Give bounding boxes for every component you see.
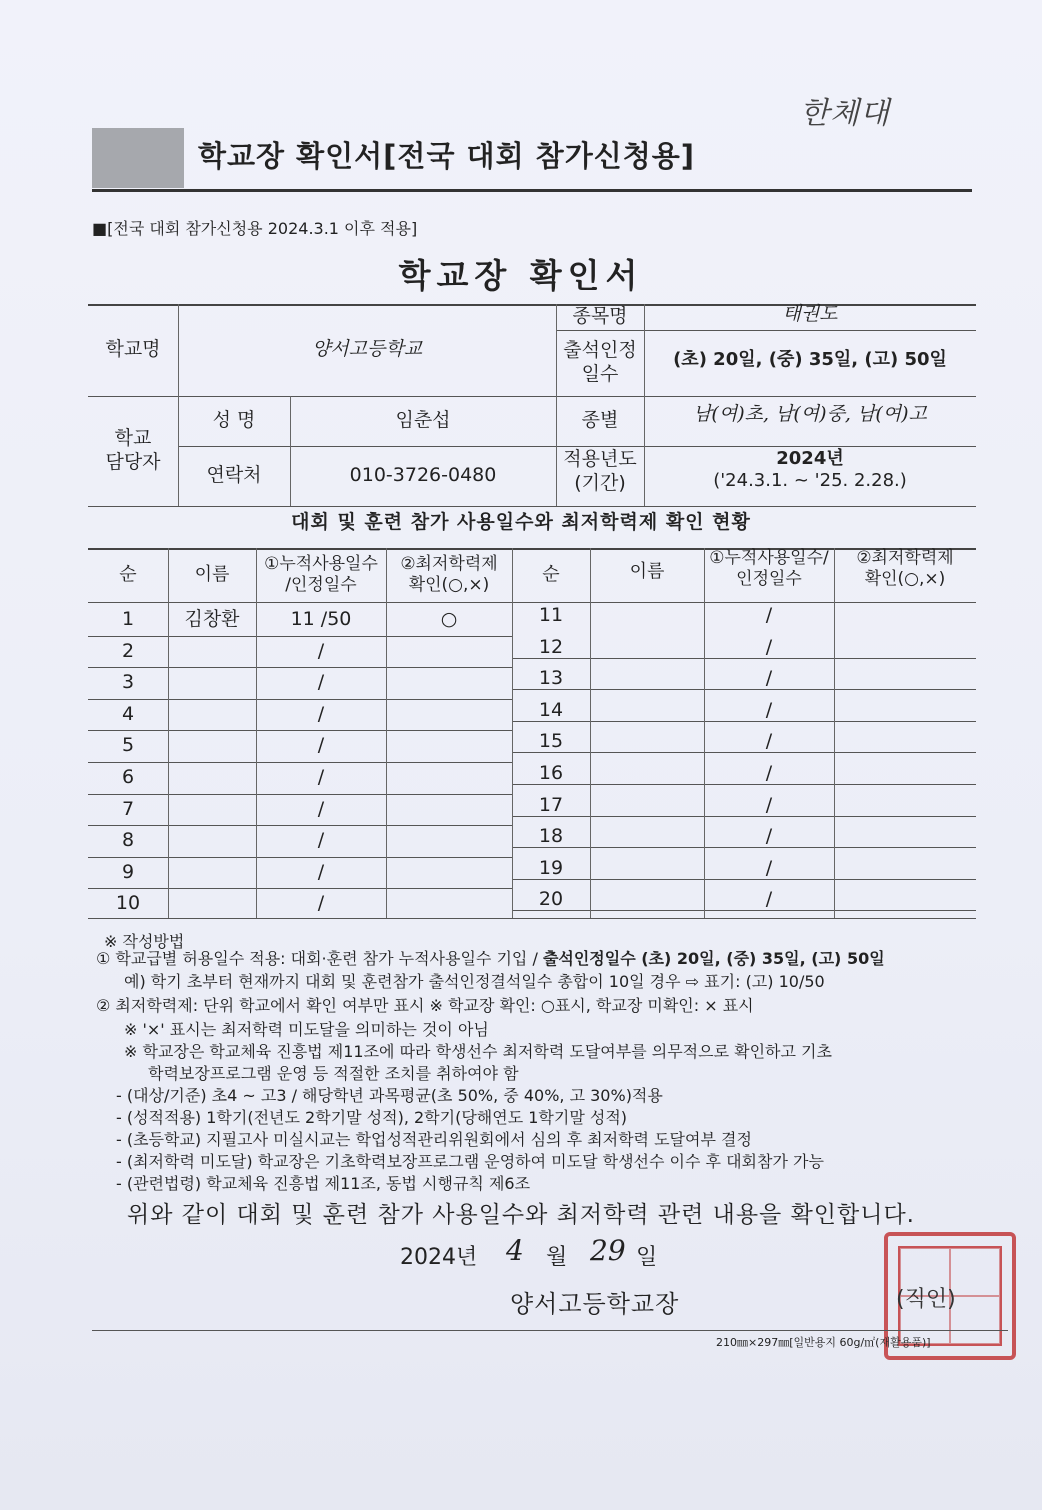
row-days: / — [765, 698, 773, 721]
col-check-right — [834, 544, 976, 594]
row-days: / — [765, 761, 773, 784]
row-days: / — [317, 734, 325, 757]
row-name — [168, 699, 256, 731]
confirm-text: 위와 같이 대회 및 훈련 참가 사용일수와 최저학력 관련 내용을 확인합니다. — [127, 1202, 915, 1228]
attend-label — [556, 330, 644, 396]
manager-label — [88, 396, 178, 506]
row-check — [834, 632, 976, 664]
row-no: 4 — [121, 702, 135, 725]
row-check — [386, 699, 512, 731]
col-days-right-line: 인정일수 — [736, 569, 802, 589]
row-name — [590, 790, 704, 822]
row-no: 2 — [121, 639, 135, 662]
school-label: 학교명 — [105, 338, 161, 361]
row-no: 10 — [115, 892, 141, 915]
row-days: / — [317, 797, 325, 820]
col-name-left: 이름 — [194, 563, 230, 585]
header-title: 학교장 확인서[전국 대회 참가신청용] — [198, 139, 696, 173]
row-name — [590, 632, 704, 664]
row-days: / — [317, 702, 325, 725]
col-check-left-line: ②최저학력제 — [400, 553, 498, 574]
row-name — [168, 730, 256, 762]
year-label-line: (기간) — [574, 472, 626, 494]
row-name — [168, 794, 256, 826]
row-days: / — [765, 603, 773, 626]
sub-note: ■[전국 대회 참가신청용 2024.3.1 이후 적용] — [92, 219, 418, 238]
col-name-right: 이름 — [629, 560, 665, 582]
year-label-line: 적용년도 — [563, 448, 637, 471]
row-check — [386, 857, 512, 889]
row-days: / — [317, 892, 325, 915]
instr-line-9: - (초등학교) 지필고사 미실시교는 학업성적관리위원회에서 심의 후 최저학력 도달여부 결정 — [116, 1130, 752, 1149]
date-day: 29 — [590, 1234, 626, 1267]
row-no: 13 — [538, 667, 564, 690]
row-check — [386, 888, 512, 920]
handwritten-note: 한체대 — [800, 96, 890, 131]
row-days: / — [765, 635, 773, 658]
manager-label-line: 학교 — [114, 427, 152, 450]
col-days-right — [704, 544, 834, 594]
row-check — [386, 825, 512, 857]
row-no: 1 — [121, 607, 135, 630]
date-year: 2024년 — [400, 1245, 478, 1270]
row-name — [168, 888, 256, 920]
row-name — [168, 636, 256, 668]
row-check — [834, 726, 976, 758]
row-days: / — [765, 667, 773, 690]
row-days: / — [317, 829, 325, 852]
instr-line-10: - (최저학력 미도달) 학교장은 기초학력보장프로그램 운영하여 미도달 학생선수 이수 후 대회참가 가능 — [116, 1152, 824, 1171]
row-days: / — [765, 825, 773, 848]
row-days: / — [765, 793, 773, 816]
row-no: 19 — [538, 856, 564, 879]
row-name — [590, 726, 704, 758]
event-value: 태권도 — [782, 303, 838, 326]
col-days-left-line: /인정일수 — [285, 575, 357, 595]
year-value-line: ('24.3.1. ~ '25. 2.28.) — [713, 470, 907, 491]
row-days: / — [317, 671, 325, 694]
row-check — [386, 730, 512, 762]
contact-label: 연락처 — [206, 464, 262, 487]
row-name — [590, 695, 704, 727]
row-check — [386, 636, 512, 668]
row-no: 11 — [538, 603, 564, 626]
col-no-left: 순 — [119, 563, 137, 585]
row-name — [168, 762, 256, 794]
row-check — [834, 663, 976, 695]
row-no: 16 — [538, 761, 564, 784]
col-days-left — [256, 548, 386, 602]
instr-line-3: ② 최저학력제: 단위 학교에서 확인 여부만 표시 ※ 학교장 확인: ○표시, 학교장 미확인: × 표시 — [96, 996, 754, 1015]
row-name — [590, 821, 704, 853]
main-title: 학교장 확인서 — [398, 256, 644, 295]
row-no: 20 — [538, 888, 564, 911]
year-value-line: 2024년 — [776, 447, 844, 469]
row-name — [590, 884, 704, 916]
col-check-right-line: 확인(○,×) — [864, 569, 946, 589]
row-no: 6 — [121, 765, 135, 788]
row-no: 14 — [538, 698, 564, 721]
instr-line-4: ※ '×' 표시는 최저학력 미도달을 의미하는 것이 아님 — [124, 1020, 489, 1039]
row-no: 18 — [538, 825, 564, 848]
row-no: 12 — [538, 635, 564, 658]
seal-label: (직인) — [896, 1287, 956, 1312]
row-name — [590, 853, 704, 885]
row-check — [834, 758, 976, 790]
instr-line-8: - (성적적용) 1학기(전년도 2학기말 성적), 2학기(당해연도 1학기말 성적) — [116, 1108, 628, 1127]
instr-heading: ※ 작성방법 — [104, 932, 185, 951]
row-days: / — [317, 639, 325, 662]
row-check — [386, 762, 512, 794]
row-no: 9 — [121, 860, 135, 883]
instr-line-11: - (관련법령) 학교체육 진흥법 제11조, 동법 시행규칙 제6조 — [116, 1174, 531, 1193]
instr-line-2: 예) 학기 초부터 현재까지 대회 및 훈련참가 출석인정결석일수 총합이 10일 경우 ⇨ 표기: (고) 10/50 — [124, 972, 825, 991]
row-name — [590, 663, 704, 695]
row-no: 8 — [121, 829, 135, 852]
col-check-left — [386, 548, 512, 602]
row-check — [386, 667, 512, 699]
school-value: 양서고등학교 — [311, 338, 423, 361]
row-days: 11 /50 — [290, 607, 352, 630]
instr-line-6: 학력보장프로그램 운영 등 적절한 조치를 취하여야 함 — [148, 1064, 519, 1083]
row-no: 3 — [121, 671, 135, 694]
row-name — [168, 825, 256, 857]
type-label: 종별 — [581, 409, 619, 432]
year-label — [556, 446, 644, 498]
row-check — [834, 853, 976, 885]
footer-line — [92, 1330, 1008, 1331]
instr-line-1 — [96, 946, 885, 969]
row-no: 17 — [538, 793, 564, 816]
instr-line-1a: ① 학교급별 허용일수 적용: 대회·훈련 참가 누적사용일수 기입 / — [96, 949, 543, 968]
row-check — [834, 884, 976, 916]
name-label: 성 명 — [212, 409, 256, 432]
date-day-unit: 일 — [636, 1245, 658, 1270]
row-check: ○ — [440, 607, 458, 630]
instr-line-7: - (대상/기준) 초4 ~ 고3 / 해당학년 과목평균(초 50%, 중 40%, 고 30%)적용 — [116, 1086, 663, 1105]
row-days: / — [765, 856, 773, 879]
col-check-left-line: 확인(○,×) — [408, 575, 490, 595]
event-label: 종목명 — [572, 305, 628, 328]
section-title: 대회 및 훈련 참가 사용일수와 최저학력제 확인 현황 — [291, 511, 751, 533]
row-no: 5 — [121, 734, 135, 757]
row-days: / — [317, 765, 325, 788]
col-no-right: 순 — [542, 563, 560, 585]
attend-label-line: 출석인정 — [563, 339, 637, 362]
manager-label-line: 담당자 — [105, 451, 161, 473]
signer-name: 양서고등학교장 — [510, 1290, 680, 1318]
row-days: / — [765, 888, 773, 911]
row-no: 15 — [538, 730, 564, 753]
row-check — [834, 790, 976, 822]
row-check — [834, 600, 976, 632]
year-value — [644, 446, 976, 494]
header-underline — [92, 189, 972, 192]
date-month-unit: 월 — [546, 1245, 568, 1270]
row-days: / — [765, 730, 773, 753]
col-days-left-line: ①누적사용일수 — [264, 553, 378, 574]
row-name — [168, 857, 256, 889]
instr-line-1b: 출석인정일수 (초) 20일, (중) 35일, (고) 50일 — [542, 949, 885, 968]
type-value: 남(여)초, 남(여)중, 남(여)고 — [693, 403, 927, 426]
row-name — [590, 600, 704, 632]
instr-line-5: ※ 학교장은 학교체육 진흥법 제11조에 따라 학생선수 최저학력 도달여부를 의무적으로 확인하고 기초 — [124, 1042, 832, 1061]
attend-value: (초) 20일, (중) 35일, (고) 50일 — [673, 348, 947, 370]
row-days: / — [317, 860, 325, 883]
row-name — [168, 667, 256, 699]
row-check — [386, 794, 512, 826]
col-check-right-line: ②최저학력제 — [856, 547, 954, 568]
row-check — [834, 695, 976, 727]
footer-paper-spec: 210㎜×297㎜[일반용지 60g/㎡(재활용품)] — [716, 1336, 931, 1349]
col-days-right-line: ①누적사용일수/ — [709, 547, 829, 568]
contact-value: 010-3726-0480 — [349, 464, 497, 487]
header-grey-block — [92, 128, 184, 188]
row-name: 김창환 — [184, 607, 240, 630]
attend-label-line: 일수 — [581, 363, 619, 385]
row-no: 7 — [121, 797, 135, 820]
row-name — [590, 758, 704, 790]
name-value: 임춘섭 — [395, 409, 451, 432]
date-month: 4 — [506, 1234, 524, 1267]
row-check — [834, 821, 976, 853]
